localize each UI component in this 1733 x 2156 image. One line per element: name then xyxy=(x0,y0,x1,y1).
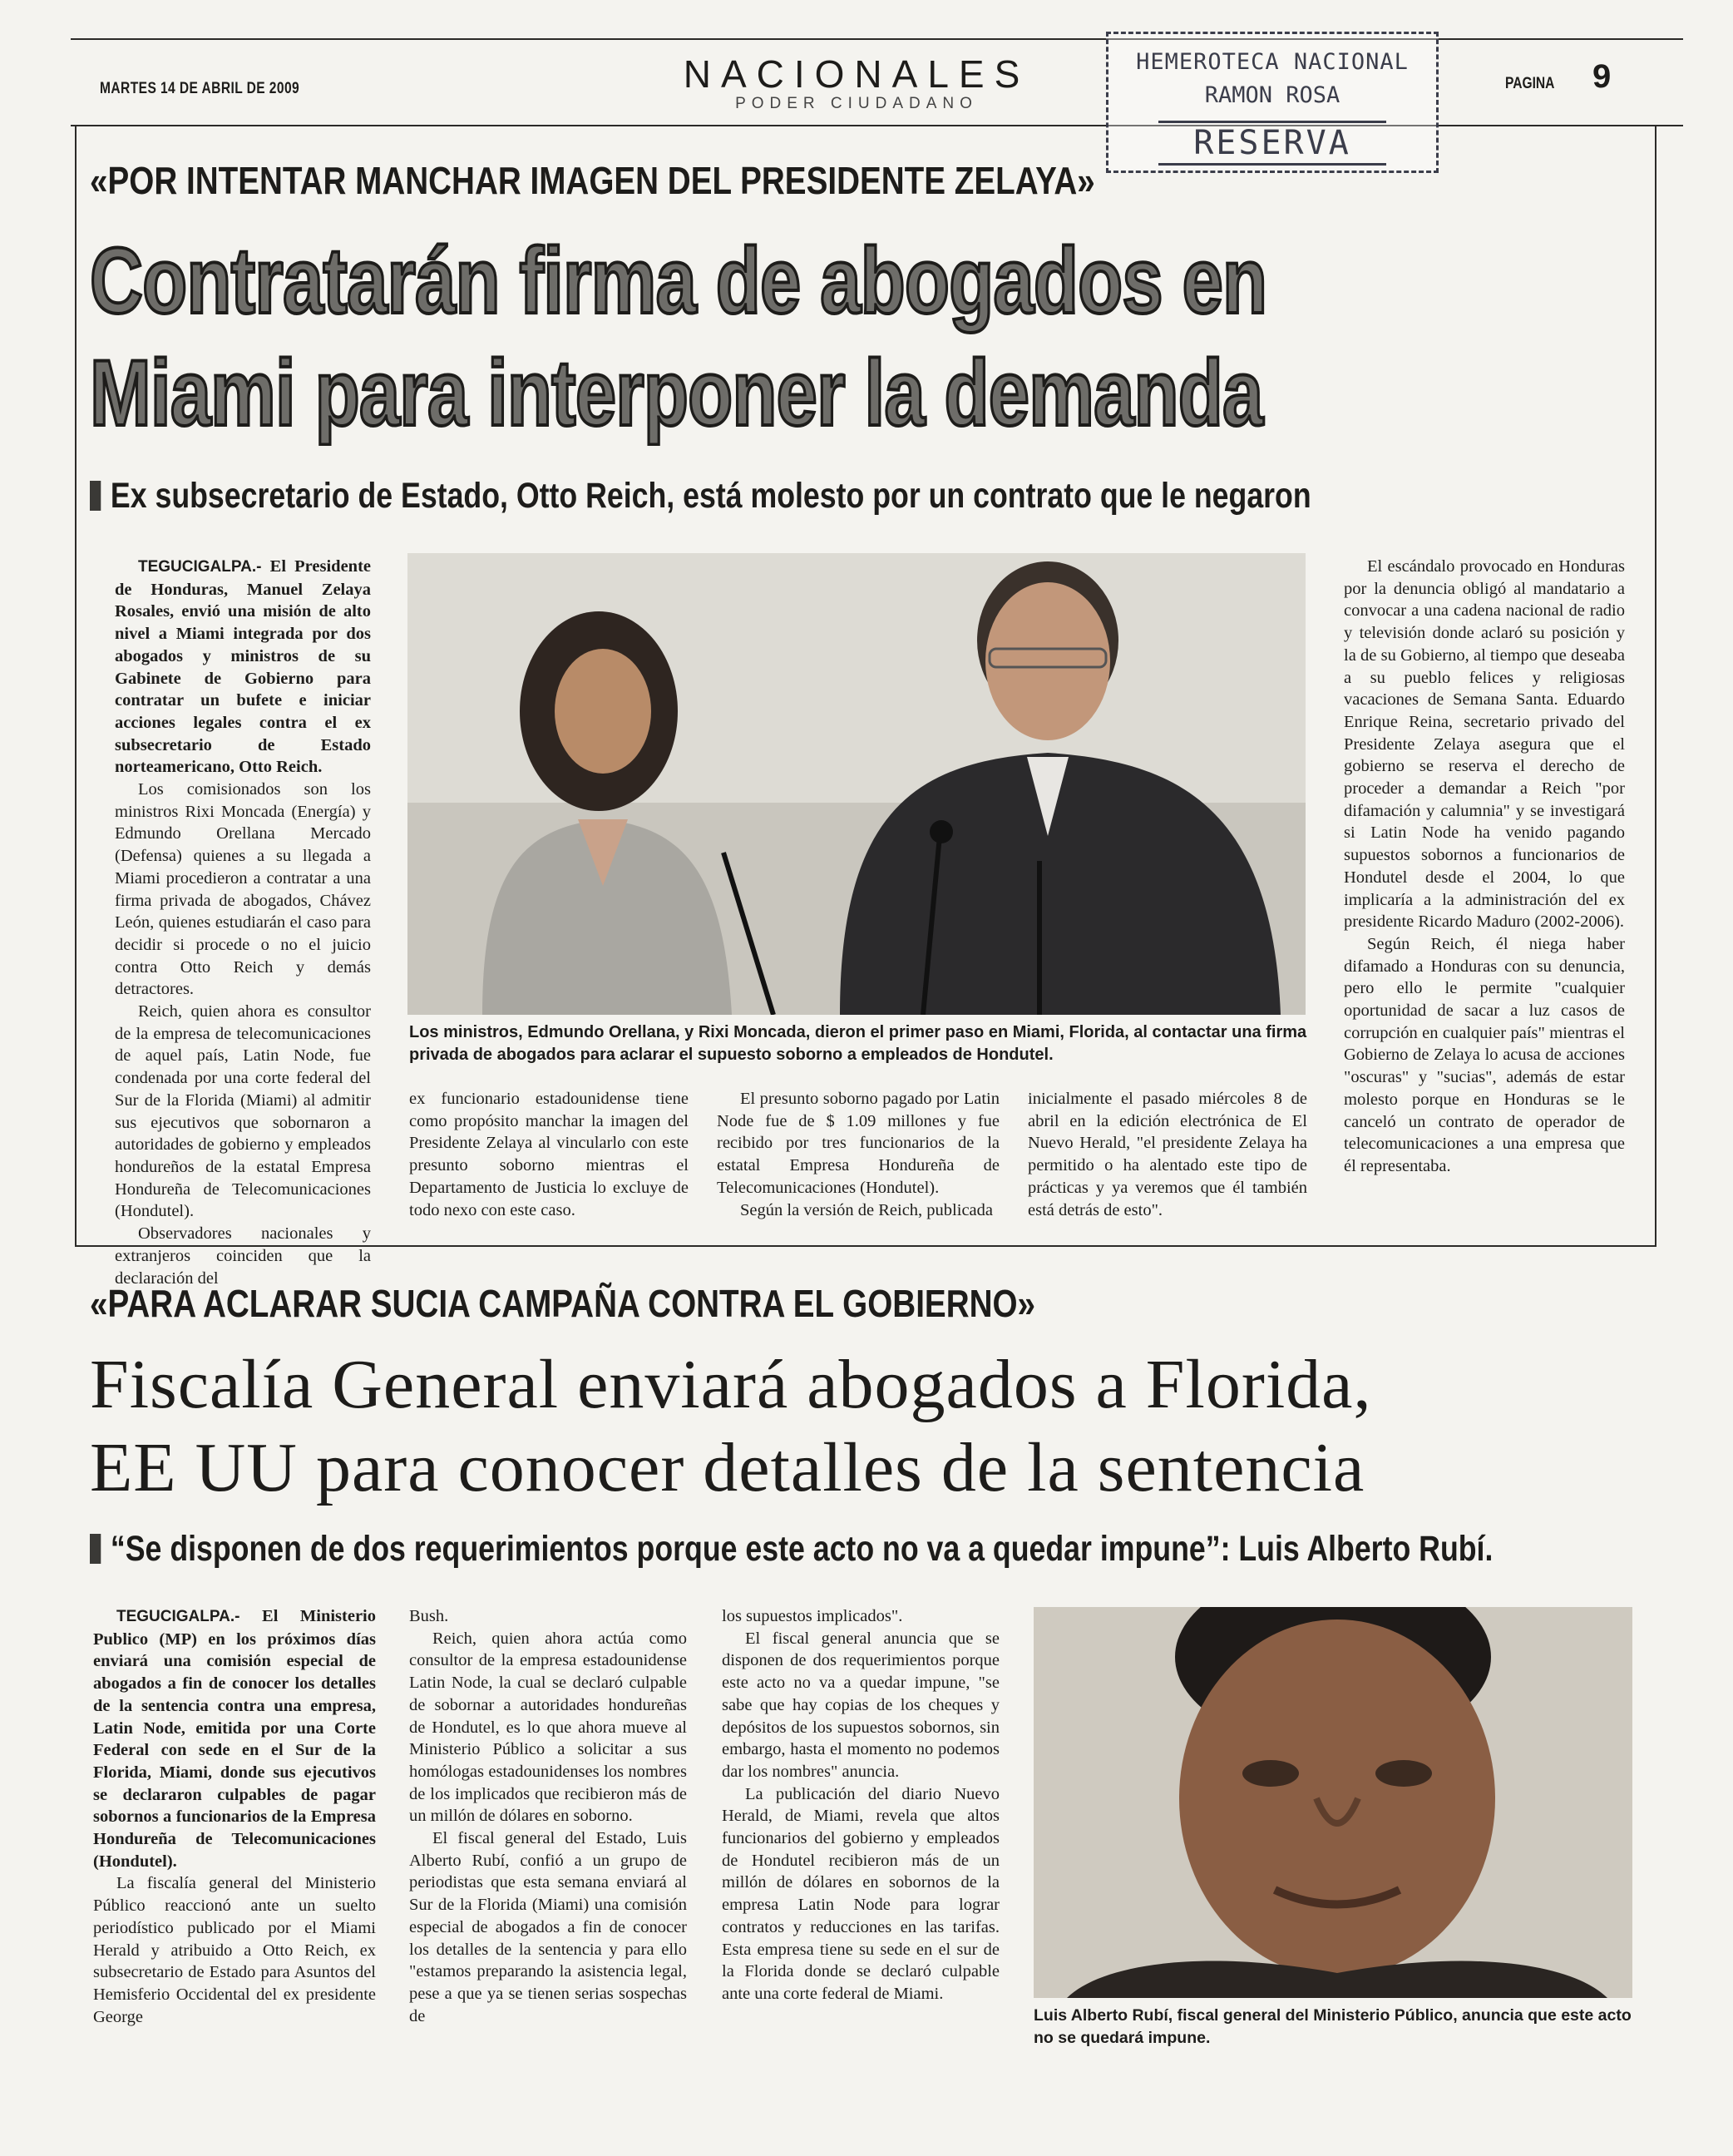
article1-col4-text: inicialmente el pasado miércoles 8 de abril en la edición electrónica de El Nuevo Herald, "el presidente Zelaya ha permitido o ha alentado este tipo de prácticas y ya veremos que él también está detrás de esto". xyxy=(1028,1090,1307,1219)
article2-kicker: «PARA ACLARAR SUCIA CAMPAÑA CONTRA EL GOBIERNO» xyxy=(90,1282,1036,1325)
article2-lead: El Ministerio Publico (MP) en los próximos días enviará una comisión especial de abogados a fin de conocer los detalles de la sentencia contra una empresa, Latin Node, emitida por una Corte Federal con sede en el Sur de la Florida, Miami, donde sus ejecutivos se declararon culpables de pagar sobornos a funcionarios de la Empresa Hondureña de Telecomunicaciones (Hondutel). xyxy=(93,1607,376,1871)
article2-col2-paragraph-1: Bush. xyxy=(409,1607,449,1625)
article1-col5-paragraph-2: Según Reich, él niega haber difamado a Honduras con su denuncia, pero ello le permite "cualquier oportunidad de sacar a luz casos de corrupción en cualquier país" mientras el Gobierno de Zelaya lo acusa de acciones "oscuras" y "sucias", además de estar molesto porque en Honduras se le canceló un contrato de operador de telecomunicaciones a una empresa que él representaba. xyxy=(1344,934,1625,1175)
article2-col3-paragraph-2: El fiscal general anuncia que se disponen de dos requerimientos porque este acto no va a quedar impune, "se sabe que hay copias de los cheques y depósitos de los supuestos sobornos, sin embargo, hasta el momento no podemos dar los nombres" anuncia. xyxy=(722,1629,1000,1781)
stamp-line-2: RAMON ROSA xyxy=(1204,82,1340,108)
header-top-rule xyxy=(71,38,1683,40)
article1-dateline: TEGUCIGALPA.- xyxy=(138,558,262,576)
article1-headline-line2: Miami para interponer la demanda xyxy=(90,341,1263,445)
section-title: NACIONALES xyxy=(683,52,1030,96)
article1-col3-paragraph-1: El presunto soborno pagado por Latin Node fue de $ 1.09 millones y fue recibido por tres funcionarios de la estatal Empresa Hondureña de Telecomunicaciones (Hondutel). xyxy=(717,1090,1000,1197)
article2-headline-line1: Fiscalía General enviará abogados a Florida, xyxy=(90,1346,1372,1423)
article2-col3-paragraph-3: La publicación del diario Nuevo Herald, de Miami, revela que altos funcionarios del gobierno y empleados de Hondutel recibieron más de un millón de dólares en sobornos de la empresa Latin Node para lograr contratos y reducciones en las tarifas. Esta empresa tiene su sede en el sur de la Florida donde se declaró culpable ante una corte federal de Miami. xyxy=(722,1784,1000,2003)
article1-column-5 xyxy=(1344,556,1625,1178)
ministers-photo-caption: Los ministros, Edmundo Orellana, y Rixi Moncada, dieron el primer paso en Miami, Florida, al contactar una firma privada de abogados para aclarar el supuesto soborno a empleados de Hondutel. xyxy=(409,1023,1307,1064)
article1-column-4 xyxy=(1028,1088,1307,1221)
article2-column-2 xyxy=(409,1605,687,2027)
article1-deck-text: Ex subsecretario de Estado, Otto Reich, está molesto por un contrato que le negaron xyxy=(110,476,1311,516)
issue-date: MARTES 14 DE ABRIL DE 2009 xyxy=(100,80,300,97)
article1-col1-paragraph-2: Los comisionados son los ministros Rixi Moncada (Energía) y Edmundo Orellana Mercado (Defensa) quienes a su llegada a Miami procedieron a contratar a una firma privada de abogados, Chávez León, quienes estudiarán el caso para decidir si procede o no el juicio contra Otto Reich y demás detractores. xyxy=(115,780,371,999)
article2-column-3 xyxy=(722,1605,1000,2005)
article1-column-3 xyxy=(717,1088,1000,1221)
article1-column-1 xyxy=(115,556,371,1289)
article1-col1-paragraph-4: Observadores nacionales y extranjeros coinciden que la declaración del xyxy=(115,1224,371,1288)
article2-deck-text: “Se disponen de dos requerimientos porque este acto no va a quedar impune”: Luis Alberto Rubí. xyxy=(110,1529,1494,1569)
article2-headline xyxy=(90,1343,1670,1510)
ministers-photo-illustration xyxy=(407,553,1306,1015)
article1-column-2 xyxy=(409,1088,689,1221)
article1-headline-line1: Contratarán firma de abogados en xyxy=(90,229,1267,333)
ministers-photo xyxy=(407,553,1306,1015)
article1-col2-text: ex funcionario estadounidense tiene como propósito manchar la imagen del Presidente Zelaya al vincularlo con este presunto soborno mientras el Departamento de Justicia lo excluye de todo nexo con este caso. xyxy=(409,1090,689,1219)
article1-col1-paragraph-3: Reich, quien ahora es consultor de la empresa de telecomunicaciones de aquel país, Latin Node, fue condenada por una corte federal del Sur de la Florida (Miami) al admitir sus ejecutivos que sobornaron a autoridades de gobierno y empleados hondureños de la estatal Empresa Hondureña de Telecomunicaciones (Hondutel). xyxy=(115,1002,371,1221)
archive-stamp xyxy=(1106,32,1439,173)
article2-col3-paragraph-1: los supuestos implicados". xyxy=(722,1607,903,1625)
article1-frame-right xyxy=(1655,125,1656,1246)
article1-headline xyxy=(90,225,1601,449)
section-subtitle: PODER CIUDADANO xyxy=(735,95,978,112)
article2-column-1 xyxy=(93,1605,376,2028)
article2-col1-paragraph-2: La fiscalía general del Ministerio Público reaccionó ante un suelto periodístico publicado por el Miami Herald y atribuido a Otto Reich, ex subsecretario de Estado para Asuntos del Hemisferio Occidental del ex presidente George xyxy=(93,1874,376,2026)
stamp-line-3: RESERVA xyxy=(1158,121,1386,166)
article2-col2-paragraph-3: El fiscal general del Estado, Luis Alberto Rubí, confió a un grupo de periodistas que esta semana enviará al Sur de la Florida (Miami) una comisión especial de abogados a fin de conocer los detalles de la sentencia y para ello "estamos preparando la asistencia legal, pese a que ya se tienen serias sospechas de xyxy=(409,1829,687,2025)
article1-deck xyxy=(90,476,1311,517)
prosecutor-photo xyxy=(1034,1607,1632,1998)
article1-frame-left xyxy=(75,125,77,1246)
prosecutor-photo-illustration xyxy=(1034,1607,1632,1998)
article2-dateline: TEGUCIGALPA.- xyxy=(116,1608,240,1625)
stamp-line-1: HEMEROTECA NACIONAL xyxy=(1136,49,1409,75)
article2-deck xyxy=(90,1529,1493,1570)
page-label: PAGINA xyxy=(1505,75,1555,92)
page-number: 9 xyxy=(1592,58,1612,95)
article2-headline-line2: EE UU para conocer detalles de la sentencia xyxy=(90,1429,1365,1506)
article1-col3-paragraph-2: Según la versión de Reich, publicada xyxy=(740,1200,993,1219)
article1-kicker: «POR INTENTAR MANCHAR IMAGEN DEL PRESIDENTE ZELAYA» xyxy=(90,159,1095,202)
article2-col2-paragraph-2: Reich, quien ahora actúa como consultor de la empresa estadounidense Latin Node, la cual se declaró culpable de sobornar a autoridades hondureñas de Hondutel, es lo que ahora mueve al Ministerio Público a solicitar a sus homólogas estadounidenses los nombres de los implicados que recibieron más de un millón de dólares en soborno. xyxy=(409,1629,687,1826)
deck-bar-icon xyxy=(90,481,101,511)
article1-col5-paragraph-1: El escándalo provocado en Honduras por la denuncia obligó al mandatario a convocar a una cadena nacional de radio y televisión donde aclaró su posición y la de su Gobierno, al tiempo que deseaba a su pueblo felices y religiosas vacaciones de Semana Santa. Eduardo Enrique Reina, secretario privado del Presidente Zelaya asegura que el gobierno se reserva el derecho de proceder a demandar a Reich "por difamación y calumnia" y se investigará si Latin Node ha venido pagando supuestos sobornos a funcionarios de Hondutel desde el 2004, lo que implicaría a la administración del ex presidente Ricardo Maduro (2002-2006). xyxy=(1344,557,1625,932)
header-bottom-rule xyxy=(71,125,1683,126)
prosecutor-photo-caption: Luis Alberto Rubí, fiscal general del Ministerio Público, anuncia que este acto no se quedará impune. xyxy=(1034,2006,1632,2047)
deck-bar-icon xyxy=(90,1534,101,1564)
article1-lead: El Presidente de Honduras, Manuel Zelaya Rosales, envió una misión de alto nivel a Miami integrada por dos abogados y ministros de su Gabinete de Gobierno para contratar un bufete e iniciar acciones legales contra el ex subsecretario de Estado norteamericano, Otto Reich. xyxy=(115,557,372,777)
